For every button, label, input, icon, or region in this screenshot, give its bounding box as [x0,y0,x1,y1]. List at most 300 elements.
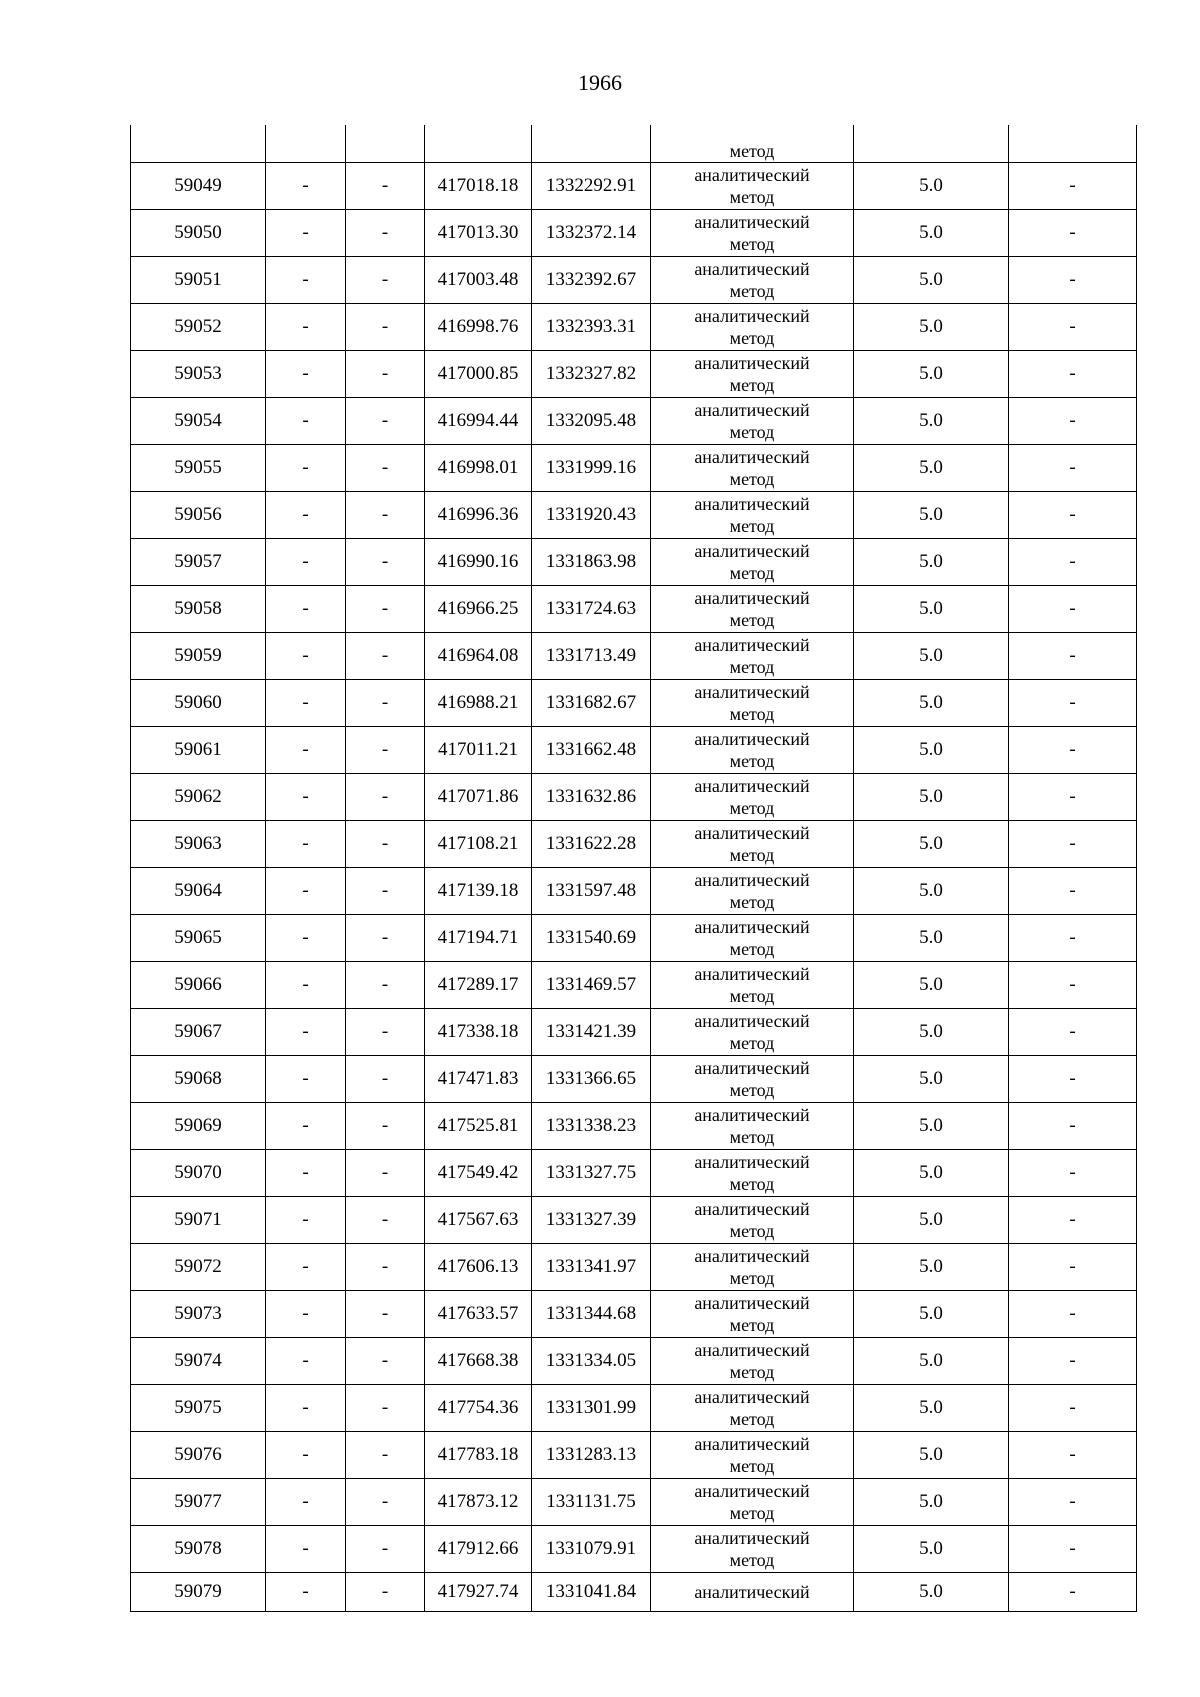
cell-col2: - [266,915,346,962]
cell-accuracy: 5.0 [854,1573,1009,1612]
cell-accuracy: 5.0 [854,1479,1009,1526]
table-row [131,1526,1137,1573]
cell-col2: - [266,680,346,727]
cell-accuracy: 5.0 [854,680,1009,727]
cell-accuracy: 5.0 [854,257,1009,304]
cell-col3: - [346,1009,425,1056]
cell-method [651,633,854,680]
cell-col3: - [346,1526,425,1573]
cell-y: 1332392.67 [532,257,651,304]
cell-col8: - [1009,1338,1137,1385]
cell-col3: - [346,1385,425,1432]
table-row [131,1432,1137,1479]
cell-id: 59075 [131,1385,266,1432]
method-text-line1: аналитический [694,682,810,702]
cell-y: 1331713.49 [532,633,651,680]
cell-col2: - [266,257,346,304]
cell-col3: - [346,1197,425,1244]
cell-id: 59057 [131,539,266,586]
cell-method [651,1244,854,1291]
table-row [131,1385,1137,1432]
method-text-line1: аналитический [694,541,810,561]
table-row [131,398,1137,445]
table-row [131,774,1137,821]
cell-method [651,915,854,962]
cell-id: 59056 [131,492,266,539]
cell-col3: - [346,492,425,539]
cell-x: 416996.36 [425,492,532,539]
cell-method [651,398,854,445]
cell-x: 416998.76 [425,304,532,351]
method-text-line1: аналитический [694,1199,810,1219]
method-text-line1: аналитический [694,823,810,843]
cell-col8: - [1009,1150,1137,1197]
cell-col2: - [266,492,346,539]
cell-id: 59055 [131,445,266,492]
cell-y: 1331421.39 [532,1009,651,1056]
cell-col2: - [266,586,346,633]
cell-col3: - [346,915,425,962]
cell-col2 [266,125,346,163]
method-text-line1: аналитический [694,447,810,467]
cell-col2: - [266,1103,346,1150]
cell-y: 1331327.75 [532,1150,651,1197]
method-text-line2: метод [729,1080,775,1100]
method-text-line2: метод [729,1033,775,1053]
cell-col3: - [346,257,425,304]
cell-col8: - [1009,1573,1137,1612]
method-text-line1: аналитический [694,1293,810,1313]
method-text-line1: аналитический [694,400,810,420]
cell-id: 59071 [131,1197,266,1244]
table-row [131,680,1137,727]
cell-id: 59050 [131,210,266,257]
cell-accuracy: 5.0 [854,1526,1009,1573]
method-text-line2: метод [729,1221,775,1241]
method-text-line1: аналитический [694,776,810,796]
cell-accuracy: 5.0 [854,1432,1009,1479]
method-text-line2: метод [729,1315,775,1335]
cell-col8: - [1009,727,1137,774]
method-text-line1: аналитический [694,1481,810,1501]
cell-col8: - [1009,962,1137,1009]
cell-x: 417668.38 [425,1338,532,1385]
cell-y [532,125,651,163]
cell-x: 416998.01 [425,445,532,492]
cell-x: 416966.25 [425,586,532,633]
method-text-line1: аналитический [694,964,810,984]
cell-accuracy: 5.0 [854,492,1009,539]
cell-x: 417289.17 [425,962,532,1009]
method-text-line2: метод [729,1127,775,1147]
method-text-line1: аналитический [694,259,810,279]
cell-col8: - [1009,1385,1137,1432]
cell-x: 417567.63 [425,1197,532,1244]
cell-col8: - [1009,1291,1137,1338]
cell-accuracy: 5.0 [854,445,1009,492]
cell-y: 1331341.97 [532,1244,651,1291]
method-text-line1: аналитический [694,1246,810,1266]
cell-method [651,1291,854,1338]
cell-col3: - [346,445,425,492]
cell-accuracy: 5.0 [854,915,1009,962]
cell-id: 59065 [131,915,266,962]
cell-y: 1332095.48 [532,398,651,445]
cell-y: 1332393.31 [532,304,651,351]
cell-id: 59079 [131,1573,266,1612]
method-text-line2: метод [729,939,775,959]
cell-method [651,727,854,774]
table-row [131,351,1137,398]
cell-method [651,1009,854,1056]
cell-accuracy: 5.0 [854,633,1009,680]
cell-col2: - [266,727,346,774]
cell-accuracy: 5.0 [854,398,1009,445]
cell-x: 417013.30 [425,210,532,257]
method-text-line2: метод [729,1456,775,1476]
table-row [131,1573,1137,1612]
cell-accuracy [854,125,1009,163]
table-row [131,915,1137,962]
table-row [131,1291,1137,1338]
cell-accuracy: 5.0 [854,1385,1009,1432]
method-text-line2: метод [729,234,775,254]
cell-col8: - [1009,1009,1137,1056]
table-row [131,445,1137,492]
cell-accuracy: 5.0 [854,586,1009,633]
cell-col2: - [266,821,346,868]
method-text-line2: метод [729,892,775,912]
cell-col8: - [1009,257,1137,304]
cell-method [651,210,854,257]
cell-id: 59076 [131,1432,266,1479]
cell-col3: - [346,398,425,445]
cell-col3: - [346,868,425,915]
cell-col2: - [266,304,346,351]
cell-y: 1331597.48 [532,868,651,915]
cell-col8: - [1009,868,1137,915]
method-text-line2: метод [729,798,775,818]
cell-id: 59059 [131,633,266,680]
cell-col8: - [1009,445,1137,492]
table-row [131,1338,1137,1385]
method-text-line1: аналитический [694,588,810,608]
cell-col3: - [346,163,425,210]
cell-method [651,821,854,868]
cell-x: 417525.81 [425,1103,532,1150]
cell-x: 417633.57 [425,1291,532,1338]
method-text-line1: аналитический [694,165,810,185]
cell-col8: - [1009,539,1137,586]
cell-col3: - [346,633,425,680]
method-text-line2: метод [729,657,775,677]
method-text-line2: метод [729,375,775,395]
cell-col8: - [1009,1526,1137,1573]
method-text-line1: аналитический [694,1387,810,1407]
cell-y: 1331079.91 [532,1526,651,1573]
cell-col8: - [1009,1244,1137,1291]
cell-col3: - [346,1479,425,1526]
method-text-line1: аналитический [694,1340,810,1360]
cell-col8: - [1009,351,1137,398]
cell-col2: - [266,163,346,210]
cell-x: 417194.71 [425,915,532,962]
cell-y: 1331863.98 [532,539,651,586]
cell-x: 417003.48 [425,257,532,304]
table-row [131,1009,1137,1056]
coordinates-table [130,125,1137,1612]
cell-col8: - [1009,163,1137,210]
cell-x: 417606.13 [425,1244,532,1291]
cell-col8: - [1009,398,1137,445]
table-row [131,539,1137,586]
cell-y: 1331327.39 [532,1197,651,1244]
cell-method [651,163,854,210]
table-row [131,1103,1137,1150]
cell-accuracy: 5.0 [854,304,1009,351]
cell-col2: - [266,445,346,492]
table-row-continuation [131,125,1137,163]
cell-y: 1331366.65 [532,1056,651,1103]
cell-col3: - [346,586,425,633]
cell-col8: - [1009,915,1137,962]
cell-id: 59070 [131,1150,266,1197]
cell-col2: - [266,1479,346,1526]
cell-col2: - [266,539,346,586]
cell-accuracy: 5.0 [854,1197,1009,1244]
method-text-line1: аналитический [694,1105,810,1125]
cell-col8: - [1009,633,1137,680]
cell-x: 417071.86 [425,774,532,821]
cell-method [651,962,854,1009]
cell-col3: - [346,821,425,868]
cell-y: 1331041.84 [532,1573,651,1612]
method-text-line1: аналитический [694,353,810,373]
cell-col2: - [266,1526,346,1573]
cell-id: 59068 [131,1056,266,1103]
cell-y: 1331131.75 [532,1479,651,1526]
cell-y: 1331622.28 [532,821,651,868]
cell-method [651,125,854,163]
cell-id: 59064 [131,868,266,915]
cell-col8: - [1009,1197,1137,1244]
method-text-line1: аналитический [694,1152,810,1172]
cell-col8: - [1009,304,1137,351]
cell-method [651,1103,854,1150]
cell-method [651,1432,854,1479]
table-row [131,1150,1137,1197]
cell-id: 59049 [131,163,266,210]
cell-x [425,125,532,163]
cell-accuracy: 5.0 [854,539,1009,586]
cell-id: 59053 [131,351,266,398]
method-text-line2: метод [729,1174,775,1194]
cell-col8: - [1009,210,1137,257]
method-text-line1: аналитический [694,917,810,937]
cell-method [651,1338,854,1385]
cell-method [651,586,854,633]
cell-col8: - [1009,586,1137,633]
cell-col2: - [266,1244,346,1291]
cell-col8: - [1009,1103,1137,1150]
cell-method [651,774,854,821]
cell-accuracy: 5.0 [854,1103,1009,1150]
cell-accuracy: 5.0 [854,163,1009,210]
cell-accuracy: 5.0 [854,1338,1009,1385]
cell-col2: - [266,1150,346,1197]
cell-accuracy: 5.0 [854,210,1009,257]
cell-y: 1332292.91 [532,163,651,210]
method-text-line1: аналитический [694,212,810,232]
cell-y: 1331682.67 [532,680,651,727]
table-row [131,633,1137,680]
method-text-line2: метод [729,281,775,301]
table-row [131,962,1137,1009]
cell-col3: - [346,680,425,727]
cell-method [651,1573,854,1612]
table-row [131,257,1137,304]
table-row [131,868,1137,915]
cell-id: 59066 [131,962,266,1009]
cell-id: 59073 [131,1291,266,1338]
cell-col2: - [266,210,346,257]
cell-col3: - [346,539,425,586]
cell-col2: - [266,1385,346,1432]
cell-x: 416964.08 [425,633,532,680]
cell-y: 1331999.16 [532,445,651,492]
cell-y: 1331283.13 [532,1432,651,1479]
cell-accuracy: 5.0 [854,1291,1009,1338]
table-body [131,125,1137,1612]
cell-method [651,1056,854,1103]
cell-col2: - [266,1291,346,1338]
cell-method [651,680,854,727]
cell-accuracy: 5.0 [854,1009,1009,1056]
cell-id: 59063 [131,821,266,868]
cell-x: 416994.44 [425,398,532,445]
cell-col2: - [266,1009,346,1056]
method-text-line1: аналитический [694,1528,810,1548]
cell-col3: - [346,1056,425,1103]
method-text-line1: аналитический [694,729,810,749]
method-text-line2: метод [729,469,775,489]
method-text-line2: метод [729,1409,775,1429]
cell-col3: - [346,727,425,774]
cell-col3: - [346,1150,425,1197]
method-text-line2: метод [729,187,775,207]
cell-id: 59054 [131,398,266,445]
cell-id: 59061 [131,727,266,774]
cell-col8: - [1009,680,1137,727]
cell-x: 417139.18 [425,868,532,915]
cell-y: 1332327.82 [532,351,651,398]
cell-y: 1331469.57 [532,962,651,1009]
cell-method [651,1385,854,1432]
cell-method [651,257,854,304]
cell-method [651,1150,854,1197]
cell-x: 417011.21 [425,727,532,774]
cell-accuracy: 5.0 [854,351,1009,398]
method-text: метод [729,141,775,161]
table-row [131,492,1137,539]
cell-accuracy: 5.0 [854,727,1009,774]
table-row [131,1056,1137,1103]
method-text-line2: метод [729,845,775,865]
cell-col2: - [266,351,346,398]
table-row [131,821,1137,868]
table-row [131,304,1137,351]
cell-col3: - [346,1573,425,1612]
method-text-line2: метод [729,563,775,583]
cell-col2: - [266,1573,346,1612]
cell-col2: - [266,962,346,1009]
cell-col8 [1009,125,1137,163]
cell-id: 59072 [131,1244,266,1291]
method-text-line2: метод [729,1268,775,1288]
cell-col3: - [346,351,425,398]
page-number: 1966 [578,70,622,95]
method-text-line1: аналитический [694,1434,810,1454]
cell-accuracy: 5.0 [854,868,1009,915]
cell-x: 417927.74 [425,1573,532,1612]
cell-id: 59074 [131,1338,266,1385]
cell-id: 59067 [131,1009,266,1056]
cell-method [651,1479,854,1526]
cell-col3: - [346,304,425,351]
cell-col2: - [266,1197,346,1244]
cell-y: 1331920.43 [532,492,651,539]
cell-id: 59077 [131,1479,266,1526]
table-row [131,163,1137,210]
method-text-line1: аналитический [694,1058,810,1078]
cell-method [651,539,854,586]
cell-x: 417783.18 [425,1432,532,1479]
cell-x: 417912.66 [425,1526,532,1573]
cell-y: 1332372.14 [532,210,651,257]
cell-col3: - [346,774,425,821]
cell-accuracy: 5.0 [854,774,1009,821]
cell-id: 59069 [131,1103,266,1150]
cell-x: 417338.18 [425,1009,532,1056]
cell-x: 417754.36 [425,1385,532,1432]
cell-y: 1331344.68 [532,1291,651,1338]
cell-x: 416988.21 [425,680,532,727]
cell-col3: - [346,1291,425,1338]
cell-col2: - [266,398,346,445]
cell-method [651,351,854,398]
method-text-line2: метод [729,1550,775,1570]
cell-x: 417549.42 [425,1150,532,1197]
cell-id: 59062 [131,774,266,821]
cell-id: 59060 [131,680,266,727]
cell-col2: - [266,1338,346,1385]
cell-col2: - [266,1432,346,1479]
cell-col3 [346,125,425,163]
method-text-line2: метод [729,1503,775,1523]
method-text-line1: аналитический [694,635,810,655]
method-text-line1: аналитический [694,1582,810,1602]
method-text-line1: аналитический [694,870,810,890]
cell-x: 416990.16 [425,539,532,586]
cell-id: 59058 [131,586,266,633]
cell-col3: - [346,1103,425,1150]
cell-col8: - [1009,821,1137,868]
table-row [131,586,1137,633]
cell-accuracy: 5.0 [854,821,1009,868]
cell-id: 59051 [131,257,266,304]
table-row [131,210,1137,257]
cell-method [651,304,854,351]
